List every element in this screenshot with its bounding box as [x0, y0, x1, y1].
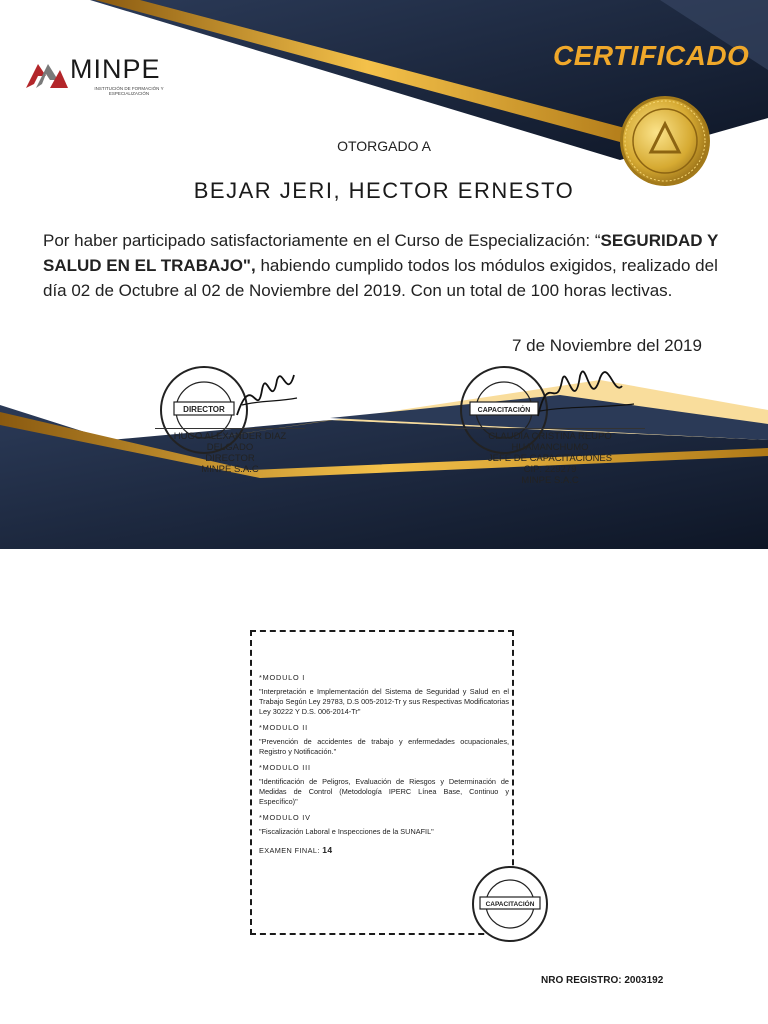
back-stamp	[470, 864, 550, 944]
minpe-logo	[24, 56, 174, 102]
modules-list	[259, 667, 509, 856]
course-name: SEGURIDAD Y SALUD EN EL TRABAJO",	[43, 231, 718, 275]
director-signature-block	[155, 428, 305, 475]
registration-number	[541, 975, 663, 986]
back-stamp-label: CAPACITACIÓN	[485, 901, 535, 908]
training-signature	[530, 356, 640, 436]
modules-box	[250, 630, 535, 935]
registration-label: NRO REGISTRO:	[541, 975, 622, 986]
logo-name: MINPE	[70, 54, 161, 84]
logo-subtitle: INSTITUCIÓN DE FORMACIÓN Y ESPECIALIZACIÓN	[94, 86, 164, 96]
signer-name: CLAUDIA CRISTINA REUPO HUAMANCHUMO	[488, 431, 612, 453]
minpe-logo-icon	[24, 56, 70, 96]
body-details: habiendo cumplido todos los módulos exigidos, realizado del día 02 de Octubre al 02 de Noviembre del 2019. Con un total de 100 horas lectivas.	[43, 256, 718, 300]
module-heading: *MODULO II	[259, 723, 308, 732]
certificate-body	[43, 228, 733, 303]
final-exam-score: 14	[322, 845, 333, 855]
awarded-label: OTORGADO A	[337, 138, 431, 154]
module-description: "Fiscalización Laboral e Inspecciones de la SUNAFIL"	[259, 827, 434, 836]
module-description: "Interpretación e Implementación del Sistema de Seguridad y Salud en el Trabajo Según Ley 29783, D.S 005-2012-Tr y sus Respectivas Modificatorias Ley 30222 Y D.S. 006-2014-Tr"	[259, 687, 509, 716]
issue-date: 7 de Noviembre del 2019	[512, 336, 702, 355]
final-exam	[259, 845, 509, 856]
signature-line	[455, 428, 645, 429]
registration-value: 2003192	[624, 975, 664, 986]
director-signature	[232, 360, 302, 430]
final-exam-label: EXAMEN FINAL:	[259, 846, 320, 855]
certificate-title: CERTIFICADO	[553, 40, 750, 71]
training-stamp-label: CAPACITACIÓN	[477, 407, 531, 414]
body-intro: Por haber participado satisfactoriamente en el Curso de Especialización: “	[43, 231, 601, 250]
signer-name: HUGO ALEXANDER DIAZ DELGADO	[173, 431, 287, 453]
signer-org: MINPE S.A.C	[521, 475, 579, 486]
module-heading: *MODULO I	[259, 673, 306, 682]
signer-cip: CIP: 229279	[523, 464, 577, 475]
signature-line	[155, 428, 305, 429]
training-signature-block	[455, 428, 645, 486]
module-heading: *MODULO IV	[259, 813, 311, 822]
recipient-name: BEJAR JERI, HECTOR ERNESTO	[193, 178, 575, 203]
director-stamp-label: DIRECTOR	[183, 405, 225, 414]
signer-role: DIRECTOR	[205, 453, 255, 464]
module-heading: *MODULO III	[259, 763, 311, 772]
signer-role: JEFE DE CAPACITACIONES	[487, 453, 613, 464]
module-description: "Prevención de accidentes de trabajo y enfermedades ocupacionales, Registro y Notificación."	[259, 737, 509, 756]
signer-org: MINPE S.A.C	[201, 464, 259, 475]
module-description: "Identificación de Peligros, Evaluación de Riesgos y Determinación de Medidas de Control (Metodología IPERC Línea Base, Continuo y Específico)"	[259, 777, 509, 806]
